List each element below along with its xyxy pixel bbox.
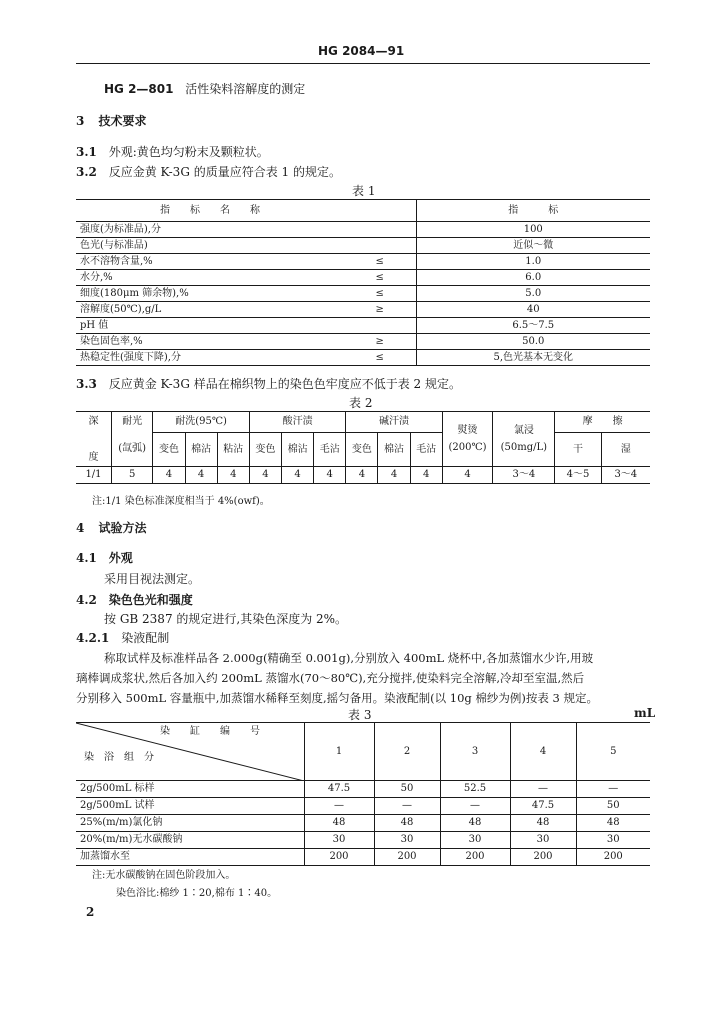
t1-name: 染色固色率,% — [80, 335, 143, 347]
t3-value: 30 — [440, 832, 510, 849]
table-row — [76, 334, 650, 350]
t3-value: 48 — [606, 817, 620, 828]
t3-value: 30 — [304, 832, 374, 849]
t1-symbol — [344, 318, 416, 334]
clause-3-2 — [76, 163, 341, 180]
t2-value: 4 — [442, 467, 493, 484]
t3-value: — — [304, 798, 374, 815]
t2-value: 1/1 — [76, 467, 111, 484]
t3-row-name: 加蒸馏水至 — [76, 849, 304, 866]
t3-value: 200 — [374, 849, 440, 866]
t1-name: 强度(为标准品),分 — [80, 223, 161, 235]
t3-col: 5 — [610, 745, 617, 757]
t3-value: 200 — [440, 849, 510, 866]
section-3-number: 3 — [76, 114, 85, 128]
t2-sub: 棉沾 — [185, 433, 217, 467]
paragraph-line: 分别移入 500mL 容量瓶中,加蒸馏水稀释至刻度,摇匀备用。染液配制(以 10g 棉纱为例)按表 3 规定。 — [76, 691, 599, 705]
t2-wet: 湿 — [620, 443, 631, 455]
clause-3-1 — [76, 143, 269, 160]
t2-iron-a: 熨烫 — [457, 425, 478, 436]
t2-depth-b: 度 — [76, 433, 111, 467]
table-1-header-value: 指 标 — [416, 200, 650, 222]
table-row — [76, 238, 650, 254]
clause-4-2-number: 4.2 — [76, 593, 97, 607]
t3-value: — — [608, 783, 619, 794]
table-3 — [76, 722, 650, 866]
t3-col: 1 — [304, 723, 374, 781]
table-3-caption: 表 3 — [348, 708, 372, 722]
t3-value: 30 — [374, 832, 440, 849]
table-3-unit: mL — [634, 706, 656, 720]
t2-wash: 耐洗(95℃) — [153, 412, 249, 433]
clause-4-1-title: 外观 — [108, 551, 133, 565]
table-row — [76, 286, 650, 302]
table-row — [76, 222, 650, 238]
t1-symbol: ≤ — [375, 255, 384, 267]
t2-rub: 摩 擦 — [555, 412, 650, 433]
table-row — [76, 467, 650, 484]
table-row — [76, 350, 650, 366]
section-3-title: 技术要求 — [98, 114, 147, 128]
t2-light-a: 耐光 — [111, 412, 152, 433]
t1-name: 溶解度(50℃),g/L — [80, 303, 162, 315]
reference-line — [104, 80, 305, 97]
t1-name: 色光(与标准品) — [80, 239, 148, 251]
t2-value: 4 — [153, 467, 185, 484]
section-4-heading — [76, 519, 147, 536]
t3-col: 4 — [510, 723, 576, 781]
section-3-heading — [76, 112, 147, 129]
table-row — [76, 254, 650, 270]
t3-value: 50 — [606, 800, 620, 811]
table-1-header-name: 指 标 名 称 — [160, 204, 260, 216]
t1-symbol: ≥ — [375, 335, 384, 347]
t2-sub: 毛沾 — [314, 433, 346, 467]
t2-alkali: 碱汗渍 — [346, 412, 442, 433]
t3-value: 50 — [374, 781, 440, 798]
t3-col: 2 — [374, 723, 440, 781]
t1-value: 6.5～7.5 — [416, 318, 650, 334]
clause-4-1-text: 采用目视法测定。 — [104, 572, 201, 586]
table-row — [76, 302, 650, 318]
t3-value: 48 — [304, 815, 374, 832]
t1-symbol: ≤ — [375, 351, 384, 363]
t3-value: 200 — [510, 849, 576, 866]
t2-dry: 干 — [555, 433, 601, 467]
table-row — [76, 781, 650, 798]
clause-4-2-1-number: 4.2.1 — [76, 631, 110, 645]
t2-value: 4 — [410, 467, 442, 484]
table-3-note-1: 注:无水碳酸钠在固色阶段加入。 — [92, 870, 236, 881]
t2-value: 4 — [249, 467, 281, 484]
clause-3-3-text: 反应黄金 K-3G 样品在棉织物上的染色色牢度应不低于表 2 规定。 — [108, 377, 461, 391]
t2-light-b: (氙弧) — [111, 433, 152, 467]
t2-sub: 棉沾 — [378, 433, 410, 467]
t2-value: 4 — [314, 467, 346, 484]
clause-4-2 — [76, 591, 193, 608]
t2-sub: 棉沾 — [282, 433, 314, 467]
header-rule — [76, 63, 650, 64]
t2-sub: 变色 — [346, 433, 378, 467]
t1-value: 5.0 — [416, 286, 650, 302]
t3-value: — — [510, 781, 576, 798]
t2-value: 5 — [111, 467, 152, 484]
section-4-title: 试验方法 — [98, 521, 147, 535]
paragraph-line: 璃棒调成浆状,然后各加入约 200mL 蒸馏水(70～80℃),充分搅拌,使染料完全溶解,冷却至室温,然后 — [76, 671, 585, 685]
t2-chlor-a: 氯浸 — [513, 425, 534, 436]
t1-symbol: ≤ — [375, 271, 384, 283]
table-3-note-2: 染色浴比:棉纱 1∶20,棉布 1∶40。 — [116, 888, 278, 899]
t2-sub: 粘沾 — [217, 433, 249, 467]
t1-value: 近似～微 — [416, 238, 650, 254]
table-2-caption: 表 2 — [349, 396, 373, 410]
t2-acid: 酸汗渍 — [249, 412, 345, 433]
t3-value: — — [374, 798, 440, 815]
t3-value: 47.5 — [510, 798, 576, 815]
section-4-number: 4 — [76, 521, 85, 535]
table-row — [76, 832, 650, 849]
t1-name: 水不溶物含量,% — [80, 255, 153, 267]
t1-value: 1.0 — [416, 254, 650, 270]
t3-head-bottom: 染 浴 组 分 — [84, 752, 154, 763]
t2-chlor-b: (50mg/L) — [500, 442, 548, 453]
t1-value: 100 — [416, 222, 650, 238]
t1-name: 细度(180μm 筛余物),% — [80, 287, 189, 299]
t2-value: 4 — [217, 467, 249, 484]
t3-value: 52.5 — [440, 781, 510, 798]
t1-value: 6.0 — [416, 270, 650, 286]
clause-3-1-number: 3.1 — [76, 145, 97, 159]
reference-title: 活性染料溶解度的测定 — [185, 82, 306, 96]
t3-row-name: 20%(m/m)无水碳酸钠 — [76, 832, 304, 849]
t2-value: 3～4 — [493, 467, 555, 484]
t2-sub: 变色 — [153, 433, 185, 467]
table-row — [76, 270, 650, 286]
clause-3-1-text: 外观:黄色均匀粉末及颗粒状。 — [108, 145, 269, 159]
t2-iron-b: (200℃) — [448, 442, 487, 453]
clause-4-2-1 — [76, 629, 169, 646]
t2-sub: 毛沾 — [410, 433, 442, 467]
clause-4-2-1-title: 染液配制 — [121, 631, 170, 645]
t1-name: 水分,% — [80, 271, 113, 283]
t1-name: pH 值 — [80, 319, 109, 331]
table-row — [76, 849, 650, 866]
t1-symbol — [344, 238, 416, 254]
page-number: 2 — [86, 905, 95, 919]
table-row — [76, 798, 650, 815]
clause-3-2-number: 3.2 — [76, 165, 97, 179]
t1-value: 50.0 — [416, 334, 650, 350]
table-row — [76, 318, 650, 334]
t2-value: 3～4 — [614, 469, 638, 480]
t3-value: — — [440, 798, 510, 815]
table-2 — [76, 411, 650, 484]
t2-iron-header — [442, 412, 493, 467]
t3-value: 30 — [606, 834, 620, 845]
t1-name: 热稳定性(强度下降),分 — [80, 351, 181, 363]
t3-row-name: 25%(m/m)氯化钠 — [76, 815, 304, 832]
table-row — [76, 815, 650, 832]
table-1 — [76, 199, 650, 366]
t1-symbol: ≤ — [375, 287, 384, 299]
t3-value: 30 — [510, 832, 576, 849]
t3-col: 3 — [440, 723, 510, 781]
clause-4-2-text: 按 GB 2387 的规定进行,其染色深度为 2%。 — [104, 612, 348, 626]
t2-sub: 变色 — [249, 433, 281, 467]
t3-value: 47.5 — [304, 781, 374, 798]
clause-3-3-number: 3.3 — [76, 377, 97, 391]
clause-3-3 — [76, 375, 461, 392]
t3-head-top: 染 缸 编 号 — [160, 726, 260, 737]
t1-value: 5,色光基本无变化 — [416, 350, 650, 366]
t2-value: 4 — [378, 467, 410, 484]
t3-value: 48 — [440, 815, 510, 832]
t3-value: 48 — [374, 815, 440, 832]
t2-chlor-header — [493, 412, 555, 467]
clause-4-2-title: 染色色光和强度 — [108, 593, 193, 607]
clause-4-1 — [76, 549, 133, 566]
table-2-note: 注:1/1 染色标准深度相当于 4%(owf)。 — [92, 496, 270, 507]
reference-code: HG 2—801 — [104, 82, 174, 96]
table-3-diagonal-header — [76, 723, 304, 781]
clause-4-1-number: 4.1 — [76, 551, 97, 565]
t2-depth-a: 深 — [76, 412, 111, 433]
t1-value: 40 — [416, 302, 650, 318]
document-code-header: HG 2084—91 — [318, 44, 405, 58]
paragraph-line: 称取试样及标准样品各 2.000g(精确至 0.001g),分别放入 400mL 烧杯中,各加蒸馏水少许,用玻 — [104, 651, 594, 665]
clause-3-2-text: 反应金黄 K-3G 的质量应符合表 1 的规定。 — [108, 165, 341, 179]
t3-row-name: 2g/500mL 试样 — [76, 798, 304, 815]
t3-row-name: 2g/500mL 标样 — [76, 781, 304, 798]
t3-value: 48 — [510, 815, 576, 832]
t1-symbol: ≥ — [375, 303, 384, 315]
t2-value: 4 — [185, 467, 217, 484]
t2-value: 4～5 — [555, 467, 601, 484]
t2-value: 4 — [282, 467, 314, 484]
table-1-caption: 表 1 — [352, 184, 376, 198]
t1-symbol — [344, 222, 416, 238]
t3-value: 200 — [304, 849, 374, 866]
t2-value: 4 — [346, 467, 378, 484]
t3-value: 200 — [603, 851, 623, 862]
